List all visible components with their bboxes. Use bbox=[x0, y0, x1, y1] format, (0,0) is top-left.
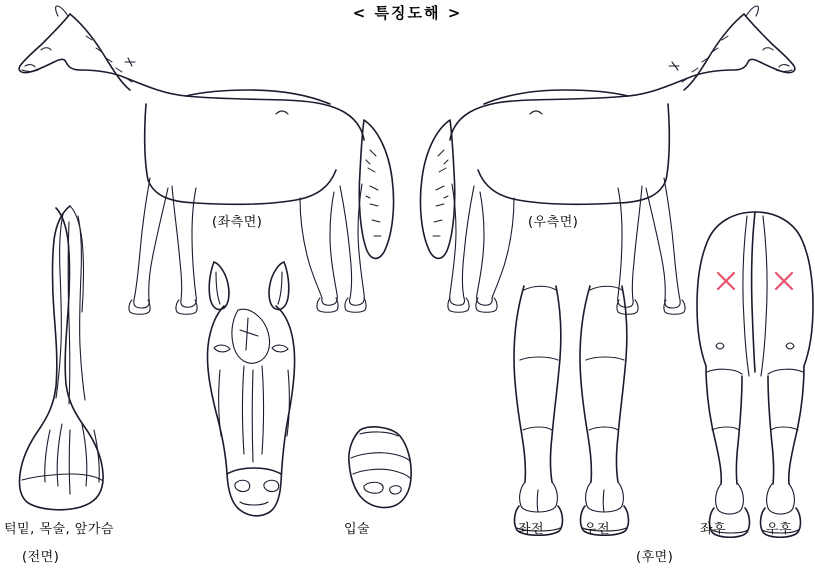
horse-front-legs-view bbox=[514, 286, 628, 535]
horse-right-side-view bbox=[420, 6, 794, 314]
label-front-view-parts: 턱밑, 목술, 앞가슴 bbox=[4, 522, 114, 537]
horse-front-neck-chest-view bbox=[19, 206, 103, 510]
label-right-hind: 우후 bbox=[766, 522, 793, 537]
label-right-front: 우전 bbox=[584, 522, 611, 537]
horse-left-side-view bbox=[19, 6, 393, 314]
label-right-side: (우측면) bbox=[528, 215, 579, 230]
horse-hind-legs-rear-view bbox=[697, 212, 813, 537]
label-lips: 입술 bbox=[344, 522, 371, 537]
horse-head-front-view bbox=[207, 262, 294, 516]
label-left-hind: 좌후 bbox=[700, 522, 727, 537]
x-mark-right-hind bbox=[776, 273, 792, 289]
x-mark-left-hind bbox=[718, 273, 734, 289]
label-left-side: (좌측면) bbox=[212, 215, 263, 230]
label-rear-view: (후면) bbox=[636, 550, 674, 565]
horse-muzzle-lips-view bbox=[349, 427, 411, 508]
label-left-front: 좌전 bbox=[518, 522, 545, 537]
label-front-view: (전면) bbox=[22, 550, 60, 565]
page-title: < 특징도해 > bbox=[352, 4, 463, 22]
